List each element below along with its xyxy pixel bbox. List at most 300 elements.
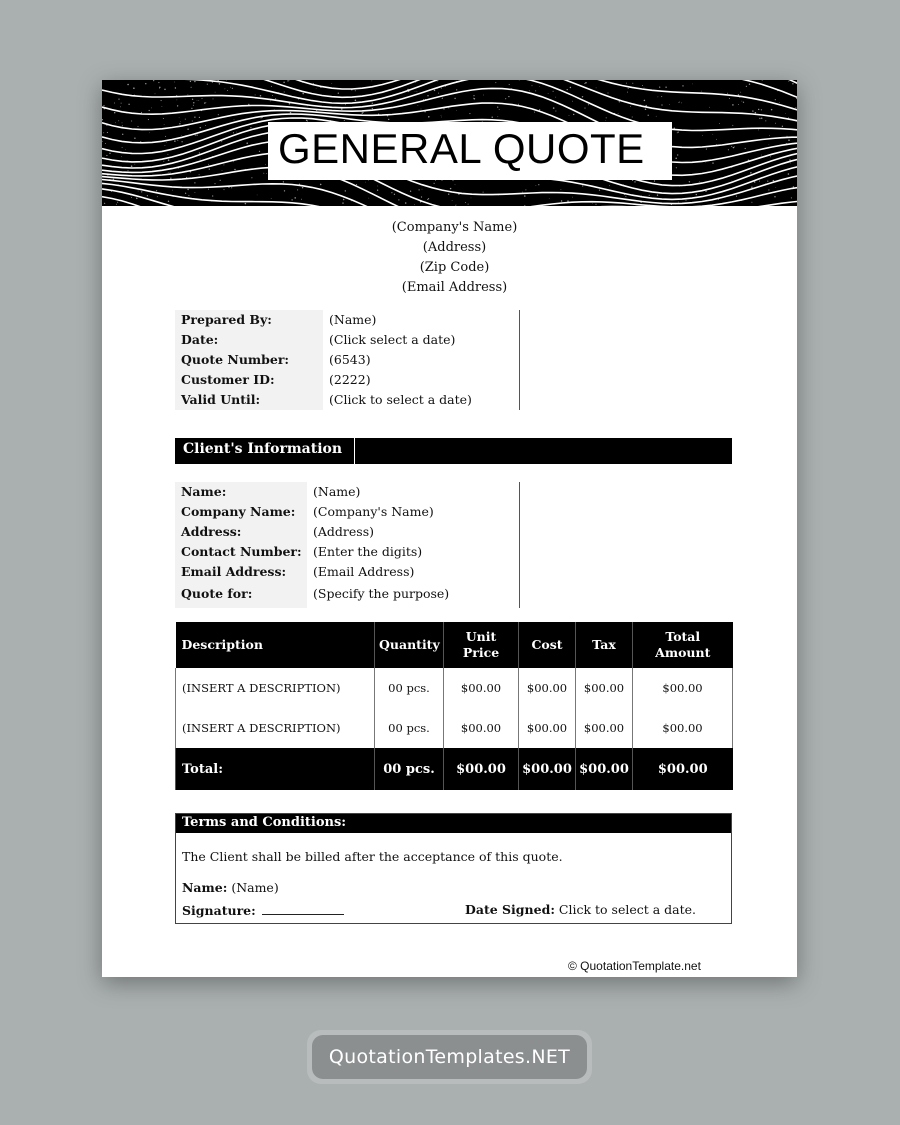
valid-until-label: Valid Until:: [181, 392, 261, 407]
speckle-dot: [788, 139, 790, 141]
speckle-dot: [343, 199, 345, 201]
speckle-dot: [745, 148, 746, 149]
speckle-dot: [792, 83, 793, 84]
speckle-dot: [648, 115, 649, 116]
title-box: [268, 122, 672, 180]
speckle-dot: [362, 112, 364, 114]
quote-for-label: Quote for:: [181, 586, 253, 601]
speckle-dot: [136, 198, 138, 200]
speckle-dot: [128, 104, 129, 105]
speckle-dot: [441, 115, 442, 116]
speckle-dot: [215, 92, 216, 93]
speckle-dot: [471, 198, 472, 199]
speckle-dot: [388, 119, 389, 120]
speckle-dot: [192, 120, 193, 121]
speckle-dot: [553, 107, 555, 109]
date-signed-value[interactable]: Click to select a date.: [558, 902, 697, 917]
speckle-dot: [208, 164, 209, 165]
speckle-dot: [788, 81, 789, 82]
speckle-dot: [553, 91, 554, 92]
speckle-dot: [592, 203, 593, 204]
speckle-dot: [177, 100, 178, 101]
speckle-dot: [791, 197, 792, 198]
speckle-dot: [709, 107, 710, 108]
speckle-dot: [118, 120, 119, 121]
terms-name-line: [182, 880, 279, 895]
speckle-dot: [534, 112, 535, 113]
speckle-dot: [619, 101, 620, 102]
speckle-dot: [113, 179, 114, 180]
speckle-dot: [508, 96, 509, 97]
speckle-dot: [345, 190, 346, 191]
speckle-dot: [131, 165, 133, 167]
speckle-dot: [148, 119, 149, 120]
speckle-dot: [170, 177, 172, 179]
speckle-dot: [642, 85, 643, 86]
speckle-dot: [261, 118, 262, 119]
speckle-dot: [391, 192, 392, 193]
speckle-dot: [204, 102, 205, 103]
speckle-dot: [749, 164, 750, 165]
speckle-dot: [645, 109, 647, 111]
date-value[interactable]: (Click select a date): [329, 332, 456, 347]
speckle-dot: [452, 200, 453, 201]
speckle-dot: [257, 195, 258, 196]
item-cost[interactable]: $00.00: [519, 708, 576, 748]
speckle-dot: [681, 103, 682, 104]
speckle-dot: [115, 122, 116, 123]
speckle-dot: [740, 92, 741, 93]
speckle-dot: [275, 98, 276, 99]
speckle-dot: [301, 199, 302, 200]
speckle-dot: [185, 193, 186, 194]
speckle-dot: [522, 192, 523, 193]
signature-field[interactable]: [262, 902, 344, 915]
total-amount: $00.00: [633, 748, 733, 790]
speckle-dot: [297, 189, 298, 190]
speckle-dot: [355, 100, 357, 102]
speckle-dot: [585, 82, 586, 83]
speckle-dot: [434, 183, 435, 184]
speckle-dot: [193, 102, 194, 103]
speckle-dot: [179, 117, 180, 118]
speckle-dot: [265, 164, 266, 165]
speckle-dot: [356, 184, 357, 185]
company-email: (Email Address): [401, 280, 508, 295]
speckle-dot: [222, 170, 223, 171]
speckle-dot: [177, 140, 178, 141]
speckle-dot: [706, 149, 707, 150]
speckle-dot: [790, 163, 791, 164]
total-label: Total:: [176, 748, 375, 790]
speckle-dot: [421, 196, 422, 197]
brand-label: QuotationTemplates.NET: [328, 1046, 571, 1068]
speckle-dot: [705, 191, 706, 192]
speckle-dot: [787, 136, 788, 137]
brand-badge[interactable]: [307, 1030, 592, 1084]
speckle-dot: [732, 181, 733, 182]
speckle-dot: [372, 103, 373, 104]
speckle-dot: [749, 83, 750, 84]
speckle-dot: [765, 120, 766, 121]
speckle-dot: [195, 135, 196, 136]
speckle-dot: [769, 135, 770, 136]
client-contact-value[interactable]: (Enter the digits): [313, 544, 423, 559]
speckle-dot: [656, 116, 657, 117]
speckle-dot: [570, 87, 571, 88]
speckle-dot: [168, 159, 170, 161]
speckle-dot: [483, 192, 484, 193]
speckle-dot: [654, 180, 655, 181]
speckle-dot: [499, 109, 500, 110]
speckle-dot: [355, 90, 356, 91]
speckle-dot: [107, 132, 108, 133]
speckle-dot: [509, 84, 510, 85]
item-tax[interactable]: $00.00: [576, 668, 633, 708]
speckle-dot: [145, 83, 146, 84]
speckle-dot: [141, 112, 142, 113]
speckle-dot: [236, 132, 237, 133]
speckle-dot: [607, 92, 608, 93]
speckle-dot: [377, 190, 378, 191]
speckle-dot: [219, 83, 220, 84]
speckle-dot: [682, 85, 683, 86]
speckle-dot: [733, 147, 734, 148]
speckle-dot: [345, 104, 346, 105]
speckle-dot: [584, 83, 585, 84]
speckle-dot: [133, 87, 135, 89]
speckle-dot: [679, 101, 680, 102]
item-total[interactable]: $00.00: [633, 708, 733, 748]
speckle-dot: [134, 164, 135, 165]
speckle-dot: [342, 202, 343, 203]
speckle-dot: [200, 159, 201, 160]
speckle-dot: [427, 95, 428, 96]
speckle-dot: [294, 197, 296, 199]
speckle-dot: [414, 204, 415, 205]
speckle-dot: [109, 153, 110, 154]
speckle-dot: [134, 137, 135, 138]
speckle-dot: [179, 123, 180, 124]
col-tax: Tax: [576, 622, 633, 668]
speckle-dot: [775, 123, 776, 124]
speckle-dot: [761, 155, 762, 156]
speckle-dot: [320, 184, 322, 186]
speckle-dot: [692, 84, 693, 85]
speckle-dot: [618, 113, 619, 114]
speckle-dot: [738, 104, 739, 105]
item-tax[interactable]: $00.00: [576, 708, 633, 748]
speckle-dot: [474, 98, 476, 100]
prepared-by-value[interactable]: (Name): [329, 312, 377, 327]
terms-name-value[interactable]: (Name): [231, 880, 279, 895]
speckle-dot: [455, 205, 456, 206]
speckle-dot: [232, 88, 233, 89]
speckle-dot: [194, 192, 195, 193]
speckle-dot: [676, 167, 677, 168]
speckle-dot: [234, 119, 235, 120]
speckle-dot: [170, 172, 171, 173]
item-total[interactable]: $00.00: [633, 668, 733, 708]
client-name-value[interactable]: (Name): [313, 484, 361, 499]
speckle-dot: [121, 156, 122, 157]
speckle-dot: [177, 105, 178, 106]
speckle-dot: [250, 127, 251, 128]
speckle-dot: [188, 94, 189, 95]
speckle-dot: [719, 123, 720, 124]
table-total-row: [176, 748, 733, 790]
date-label: Date:: [181, 332, 219, 347]
speckle-dot: [287, 80, 288, 81]
speckle-dot: [758, 129, 759, 130]
speckle-dot: [122, 134, 123, 135]
speckle-dot: [199, 174, 200, 175]
speckle-dot: [122, 125, 123, 126]
speckle-dot: [732, 104, 734, 106]
client-name-label: Name:: [181, 484, 227, 499]
speckle-dot: [469, 113, 470, 114]
speckle-dot: [661, 104, 662, 105]
speckle-dot: [679, 102, 680, 103]
speckle-dot: [251, 177, 252, 178]
speckle-dot: [584, 108, 585, 109]
speckle-dot: [762, 80, 763, 81]
speckle-dot: [497, 116, 498, 117]
speckle-dot: [706, 162, 707, 163]
quote-number-value[interactable]: (6543): [329, 352, 371, 367]
client-info-block: [175, 482, 520, 608]
item-unit-price[interactable]: $00.00: [444, 668, 519, 708]
speckle-dot: [774, 196, 775, 197]
speckle-dot: [456, 89, 457, 90]
speckle-dot: [605, 120, 606, 121]
item-unit-price[interactable]: $00.00: [444, 708, 519, 748]
speckle-dot: [174, 140, 176, 142]
speckle-dot: [626, 83, 627, 84]
item-cost[interactable]: $00.00: [519, 668, 576, 708]
speckle-dot: [731, 146, 732, 147]
speckle-dot: [567, 89, 568, 90]
speckle-dot: [226, 80, 227, 81]
speckle-dot: [372, 108, 373, 109]
speckle-dot: [228, 187, 229, 188]
speckle-dot: [103, 105, 104, 106]
valid-until-value[interactable]: (Click to select a date): [329, 392, 472, 407]
company-name: (Company's Name): [391, 220, 518, 235]
speckle-dot: [434, 90, 436, 92]
speckle-dot: [795, 107, 796, 108]
speckle-dot: [187, 128, 188, 129]
quote-for-value[interactable]: (Specify the purpose): [313, 586, 450, 601]
speckle-dot: [548, 93, 549, 94]
speckle-dot: [596, 88, 597, 89]
speckle-dot: [105, 143, 106, 144]
speckle-dot: [572, 197, 573, 198]
speckle-dot: [659, 86, 660, 87]
speckle-dot: [208, 189, 209, 190]
speckle-dot: [172, 190, 173, 191]
speckle-dot: [759, 181, 760, 182]
speckle-dot: [518, 104, 519, 105]
total-quantity: 00 pcs.: [375, 748, 444, 790]
speckle-dot: [751, 186, 752, 187]
speckle-dot: [450, 188, 451, 189]
speckle-dot: [712, 134, 713, 135]
company-zip: (Zip Code): [419, 260, 490, 275]
speckle-dot: [754, 181, 755, 182]
speckle-dot: [495, 82, 496, 83]
speckle-dot: [116, 204, 117, 205]
speckle-dot: [448, 194, 449, 195]
speckle-dot: [769, 144, 770, 145]
speckle-dot: [732, 125, 733, 126]
speckle-dot: [649, 195, 650, 196]
item-quantity[interactable]: 00 pcs.: [375, 668, 444, 708]
customer-id-value[interactable]: (2222): [329, 372, 371, 387]
speckle-dot: [196, 134, 197, 135]
speckle-dot: [185, 119, 186, 120]
speckle-dot: [155, 93, 156, 94]
speckle-dot: [331, 83, 332, 84]
speckle-dot: [437, 81, 438, 82]
total-cost: $00.00: [519, 748, 576, 790]
speckle-dot: [175, 87, 176, 88]
speckle-dot: [555, 97, 556, 98]
date-signed-line: [465, 902, 696, 917]
speckle-dot: [549, 198, 550, 199]
speckle-dot: [127, 160, 128, 161]
speckle-dot: [199, 152, 200, 153]
speckle-dot: [448, 108, 449, 109]
client-company-value[interactable]: (Company's Name): [313, 504, 434, 519]
speckle-dot: [736, 196, 737, 197]
speckle-dot: [657, 195, 658, 196]
speckle-dot: [415, 91, 416, 92]
speckle-dot: [283, 181, 284, 182]
speckle-dot: [727, 93, 728, 94]
speckle-dot: [200, 127, 202, 129]
speckle-dot: [771, 109, 773, 111]
speckle-dot: [291, 199, 292, 200]
speckle-dot: [422, 189, 423, 190]
speckle-dot: [290, 112, 292, 114]
speckle-dot: [231, 187, 232, 188]
speckle-dot: [782, 126, 783, 127]
items-table: [175, 622, 733, 790]
speckle-dot: [686, 200, 687, 201]
speckle-dot: [632, 117, 633, 118]
client-address-value[interactable]: (Address): [313, 524, 374, 539]
client-email-value[interactable]: (Email Address): [313, 564, 415, 579]
speckle-dot: [191, 87, 192, 88]
speckle-dot: [750, 172, 752, 174]
speckle-dot: [524, 205, 525, 206]
speckle-dot: [599, 190, 600, 191]
speckle-dot: [221, 141, 222, 142]
speckle-dot: [761, 118, 762, 119]
speckle-dot: [102, 119, 103, 120]
speckle-dot: [302, 93, 303, 94]
speckle-dot: [702, 135, 703, 136]
speckle-dot: [625, 196, 626, 197]
speckle-dot: [441, 88, 442, 89]
speckle-dot: [121, 103, 122, 104]
item-description[interactable]: (INSERT A DESCRIPTION): [176, 708, 375, 748]
speckle-dot: [410, 191, 411, 192]
speckle-dot: [174, 82, 175, 83]
speckle-dot: [555, 110, 556, 111]
speckle-dot: [405, 202, 407, 204]
speckle-dot: [644, 87, 645, 88]
quote-info-block: [175, 310, 520, 410]
col-description: Description: [176, 622, 375, 668]
speckle-dot: [532, 85, 533, 86]
speckle-dot: [452, 180, 453, 181]
speckle-dot: [755, 112, 756, 113]
speckle-dot: [428, 198, 429, 199]
speckle-dot: [572, 101, 573, 102]
speckle-dot: [259, 151, 260, 152]
col-quantity: Quantity: [375, 622, 444, 668]
speckle-dot: [738, 94, 739, 95]
speckle-dot: [675, 157, 677, 159]
speckle-dot: [284, 190, 285, 191]
speckle-dot: [341, 109, 342, 110]
speckle-dot: [468, 204, 469, 205]
speckle-dot: [131, 120, 132, 121]
speckle-dot: [117, 202, 118, 203]
speckle-dot: [104, 203, 105, 204]
item-description[interactable]: (INSERT A DESCRIPTION): [176, 668, 375, 708]
speckle-dot: [536, 185, 537, 186]
speckle-dot: [743, 102, 744, 103]
speckle-dot: [567, 200, 568, 201]
total-unit-price: $00.00: [444, 748, 519, 790]
speckle-dot: [161, 100, 162, 101]
speckle-dot: [767, 181, 768, 182]
speckle-dot: [456, 110, 457, 111]
speckle-dot: [199, 117, 200, 118]
client-info-header: [175, 438, 732, 464]
speckle-dot: [127, 84, 129, 86]
speckle-dot: [120, 106, 121, 107]
speckle-dot: [153, 80, 154, 81]
speckle-dot: [162, 106, 163, 107]
speckle-dot: [283, 82, 284, 83]
speckle-dot: [206, 102, 207, 103]
col-total-amount: Total Amount: [633, 622, 733, 668]
signature-line: [182, 902, 344, 918]
speckle-dot: [734, 146, 735, 147]
speckle-dot: [194, 182, 195, 183]
speckle-dot: [696, 194, 697, 195]
speckle-dot: [776, 187, 777, 188]
speckle-dot: [751, 202, 752, 203]
company-address: (Address): [422, 240, 487, 255]
speckle-dot: [371, 81, 372, 82]
speckle-dot: [270, 101, 271, 102]
speckle-dot: [191, 108, 192, 109]
speckle-dot: [114, 103, 115, 104]
speckle-dot: [263, 173, 264, 174]
speckle-dot: [207, 84, 208, 85]
item-quantity[interactable]: 00 pcs.: [375, 708, 444, 748]
speckle-dot: [212, 195, 213, 196]
speckle-dot: [773, 180, 775, 182]
speckle-dot: [525, 189, 526, 190]
speckle-dot: [716, 139, 717, 140]
speckle-dot: [689, 181, 690, 182]
